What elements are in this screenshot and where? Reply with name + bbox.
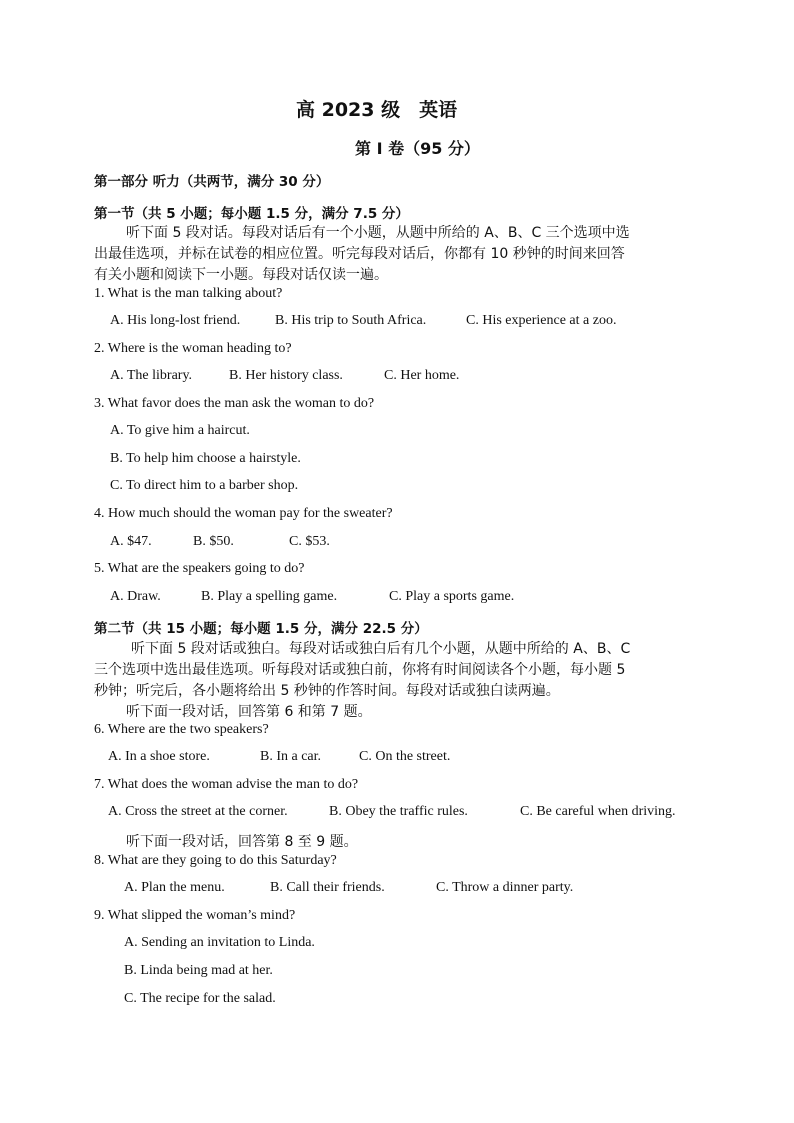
section1-instruction-line: 出最佳选项，并标在试卷的相应位置。听完每段对话后，你都有 10 秒钟的时间来回答 xyxy=(94,246,625,262)
option-c: C. Be careful when driving. xyxy=(520,804,676,819)
option-b: B. His trip to South Africa. xyxy=(275,313,427,328)
option-b: B. $50. xyxy=(193,534,234,549)
option-a: A. In a shoe store. xyxy=(108,749,210,764)
option-b: B. Linda being mad at her. xyxy=(124,963,273,978)
option-b: B. Her history class. xyxy=(229,368,343,383)
option-b: B. Call their friends. xyxy=(270,880,385,895)
question-stem: 2. Where is the woman heading to? xyxy=(94,341,292,356)
option-a: A. To give him a haircut. xyxy=(110,423,250,438)
option-a: A. His long-lost friend. xyxy=(110,313,241,328)
option-a: A. Cross the street at the corner. xyxy=(108,804,288,819)
section2-heading: 第二节（共 15 小题；每小题 1.5 分，满分 22.5 分） xyxy=(94,621,428,637)
group-note: 听下面一段对话，回答第 8 至 9 题。 xyxy=(126,834,358,850)
option-c: C. His experience at a zoo. xyxy=(466,313,617,328)
option-c: C. On the street. xyxy=(359,749,451,764)
section2-instruction-line: 秒钟；听完后，各小题将给出 5 秒钟的作答时间。每段对话或独白读两遍。 xyxy=(94,683,560,699)
option-a: A. Draw. xyxy=(110,589,161,604)
question-stem: 3. What favor does the man ask the woman to do? xyxy=(94,396,375,411)
question-stem: 5. What are the speakers going to do? xyxy=(94,561,305,576)
option-c: C. Her home. xyxy=(384,368,460,383)
option-c: C. To direct him to a barber shop. xyxy=(110,478,299,493)
question-stem: 6. Where are the two speakers? xyxy=(94,722,269,737)
question-stem: 1. What is the man talking about? xyxy=(94,286,283,301)
option-b: B. In a car. xyxy=(260,749,322,764)
option-a: A. $47. xyxy=(110,534,152,549)
question-stem: 8. What are they going to do this Saturday? xyxy=(94,853,337,868)
exam-title: 高 2023 级 英语 xyxy=(296,99,458,121)
option-c: C. Throw a dinner party. xyxy=(436,880,574,895)
option-a: A. Plan the menu. xyxy=(124,880,225,895)
volume-title: 第 I 卷（95 分） xyxy=(355,139,480,158)
option-b: B. Obey the traffic rules. xyxy=(329,804,468,819)
question-stem: 4. How much should the woman pay for the sweater? xyxy=(94,506,393,521)
section1-heading: 第一节（共 5 小题；每小题 1.5 分，满分 7.5 分） xyxy=(94,206,409,222)
option-b: B. To help him choose a hairstyle. xyxy=(110,451,301,466)
section2-instruction-line: 三个选项中选出最佳选项。听每段对话或独白前，你将有时间阅读各个小题，每小题 5 xyxy=(94,662,626,678)
option-b: B. Play a spelling game. xyxy=(201,589,338,604)
section1-instruction-line: 有关小题和阅读下一小题。每段对话仅读一遍。 xyxy=(94,267,388,283)
part1-heading: 第一部分 听力（共两节，满分 30 分） xyxy=(94,174,330,190)
option-a: A. Sending an invitation to Linda. xyxy=(124,935,315,950)
option-a: A. The library. xyxy=(110,368,193,383)
option-c: C. Play a sports game. xyxy=(389,589,515,604)
question-stem: 7. What does the woman advise the man to do? xyxy=(94,777,359,792)
question-stem: 9. What slipped the woman’s mind? xyxy=(94,908,296,923)
option-c: C. The recipe for the salad. xyxy=(124,991,276,1006)
section1-instruction-line: 听下面 5 段对话。每段对话后有一个小题，从题中所给的 A、B、C 三个选项中选 xyxy=(126,225,630,241)
option-c: C. $53. xyxy=(289,534,330,549)
section2-instruction-line: 听下面 5 段对话或独白。每段对话或独白后有几个小题，从题中所给的 A、B、C xyxy=(131,641,631,657)
group-note: 听下面一段对话，回答第 6 和第 7 题。 xyxy=(126,704,372,720)
